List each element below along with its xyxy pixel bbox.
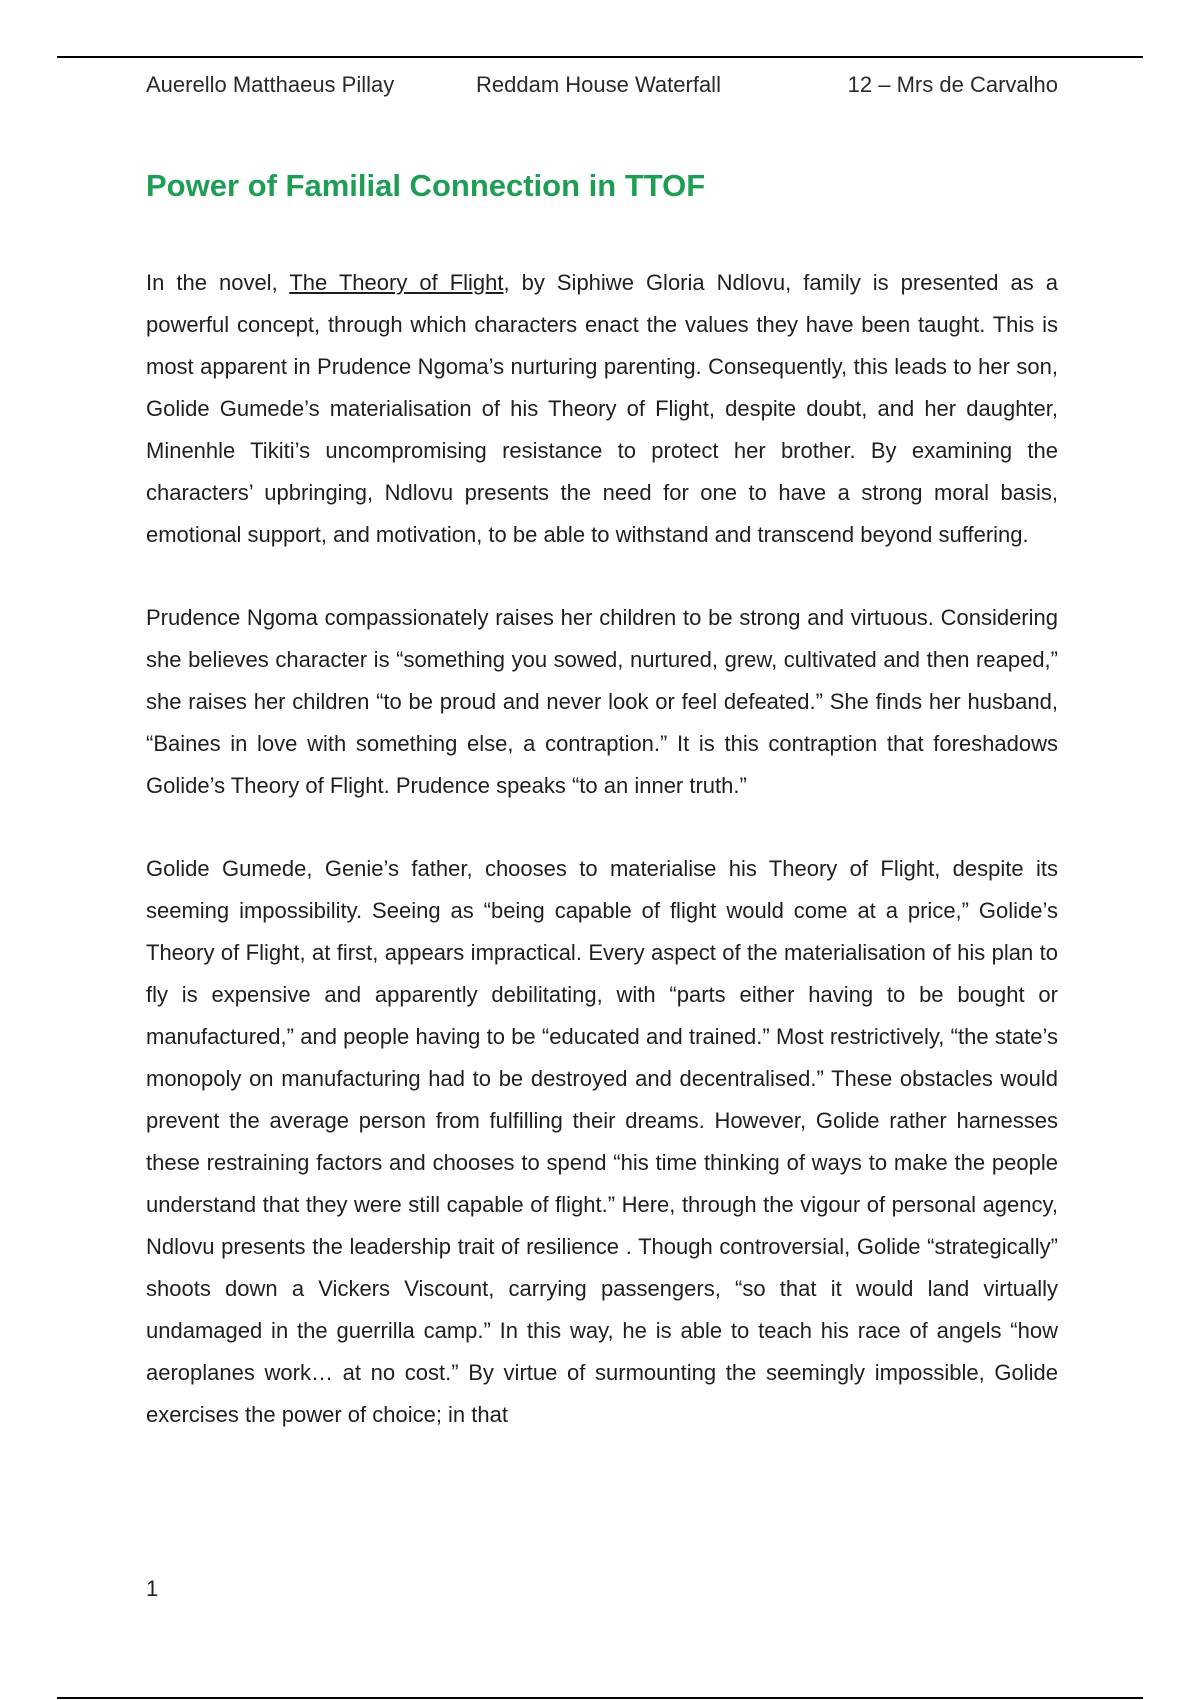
header-author: Auerello Matthaeus Pillay — [146, 72, 395, 97]
document-body — [146, 262, 1058, 1477]
page-number: 1 — [146, 1576, 159, 1601]
paragraph-introduction — [146, 262, 1058, 556]
header-class-info: 12 – Mrs de Carvalho — [847, 72, 1058, 97]
header-school: Reddam House Waterfall — [476, 72, 721, 97]
paragraph-golide: Golide Gumede, Genie’s father, chooses to materialise his Theory of Flight, despite its seeming impossibility. Seeing as “being capable of flight would come at a price,” Golide’s Theory of Flight, at first, appears impractical. Every aspect of the materialisation of his plan to fly is expensive and apparently debilitating, with “parts either having to be bought or manufactured,” and people having to be “educated and trained.” Most restrictively, “the state’s monopoly on manufacturing had to be destroyed and decentralised.” These obstacles would prevent the average person from fulfilling their dreams. However, Golide rather harnesses these restraining factors and chooses to spend “his time thinking of ways to make the people understand that they were still capable of flight.” Here, through the vigour of personal agency, Ndlovu presents the leadership trait of resilience . Though controversial, Golide “strategically” shoots down a Vickers Viscount, carrying passengers, “so that it would land virtually undamaged in the guerrilla camp.” In this way, he is able to teach his race of angels “how aeroplanes work… at no cost.” By virtue of surmounting the seemingly impossible, Golide exercises the power of choice; in that — [146, 856, 1058, 1427]
document-title: Power of Familial Connection in TTOF — [146, 168, 706, 203]
paragraph-prudence: Prudence Ngoma compassionately raises her children to be strong and virtuous. Considering she believes character is “something you sowed, nurtured, grew, cultivated and then reaped,” she raises her children “to be proud and never look or feel defeated.” She finds her husband, “Baines in love with something else, a contraption.” It is this contraption that foreshadows Golide’s Theory of Flight. Prudence speaks “to an inner truth.” — [146, 605, 1058, 798]
paragraph-1-rest: , by Siphiwe Gloria Ndlovu, family is presented as a powerful concept, through which characters enact the values they have been taught. This is most apparent in Prudence Ngoma’s nurturing parenting. Consequently, this leads to her son, Golide Gumede’s materialisation of his Theory of Flight, despite doubt, and her daughter, Minenhle Tikiti’s uncompromising resistance to protect her brother. By examining the characters’ upbringing, Ndlovu presents the need for one to have a strong moral basis, emotional support, and motivation, to be able to withstand and transcend beyond suffering. — [146, 270, 1059, 547]
page-header — [146, 72, 1058, 102]
paragraph-1-lead: In the novel, — [146, 270, 290, 295]
book-title: The Theory of Flight — [289, 270, 504, 295]
bottom-rule — [57, 1697, 1143, 1699]
top-rule — [57, 56, 1143, 58]
